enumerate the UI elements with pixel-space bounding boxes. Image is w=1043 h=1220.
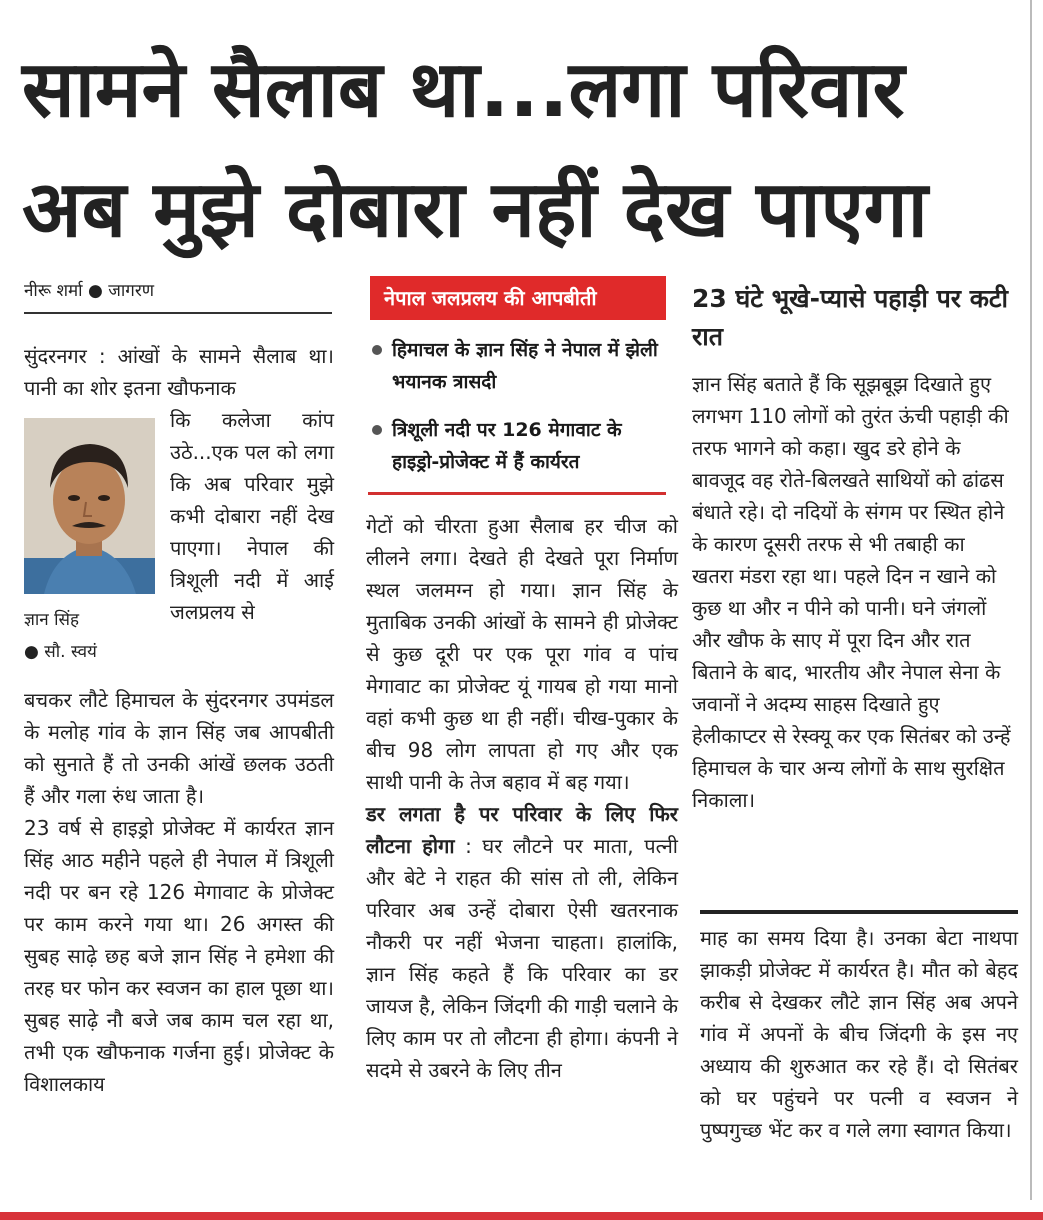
bullet-item: त्रिशूली नदी पर 126 मेगावाट के हाइड्रो-प्रोजेक्ट में हैं कार्यरत (368, 414, 668, 478)
byline-publication: जागरण (108, 281, 155, 301)
column1-intro (24, 340, 334, 404)
highlight-bullets (368, 334, 668, 494)
headline-line-1: सामने सैलाब था...लगा परिवार (22, 45, 905, 135)
photo-caption (24, 604, 144, 668)
column2-para1: गेटों को चीरता हुआ सैलाब हर चीज को लीलने लगा। देखते ही देखते पूरा निर्माण स्थल जलमग्न हो गया। ज्ञान सिंह के मुताबिक उनकी आंखों के सामने ही प्रोजेक्ट से कुछ दूरी पर एक पूरा गांव व पांच मेगावाट का प्रोजेक्ट यूं गायब हो गया मानो वहां कभी कुछ था ही नहीं। चीख-पुकार के बीच 98 लोग लापता हो गए और एक साथी पानी के तेज बहाव में बह गया। (366, 514, 678, 794)
bottom-accent-bar (0, 1212, 1043, 1220)
column2-para2-wrap (366, 798, 678, 1086)
portrait-illustration (24, 418, 155, 594)
byline-author: नीरू शर्मा (24, 281, 83, 301)
column1-body (24, 684, 334, 1100)
column3-divider (700, 910, 1018, 914)
column1-wrap-text: कि कलेजा कांप उठे...एक पल को लगा कि अब परिवार मुझे कभी दोबारा नहीं देख पाएगा। नेपाल की त्रिशूली नदी में आई जलप्रलय से (170, 408, 334, 624)
column1-wrap (170, 404, 334, 628)
portrait-photo (24, 418, 155, 594)
bullets-divider (368, 492, 666, 495)
column3-para2: माह का समय दिया है। उनका बेटा नाथपा झाकड़ी प्रोजेक्ट में कार्यरत है। मौत को बेहद करीब से देखकर लौटे ज्ञान सिंह अब अपने गांव में अपनों के बीच जिंदगी के इस नए अध्याय की शुरुआत कर रहे हैं। दो सितंबर को घर पहुंचने पर पत्नी व स्वजन ने पुष्पगुच्छ भेंट कर व गले लगा स्वागत किया। (700, 926, 1018, 1142)
page-edge (1030, 0, 1032, 1200)
kicker-label: नेपाल जलप्रलय की आपबीती (370, 276, 666, 320)
headline-line-2: अब मुझे दोबारा नहीं देख पाएगा (22, 165, 928, 255)
column3-continued (700, 922, 1018, 1146)
column1-continued: बचकर लौटे हिमाचल के सुंदरनगर उपमंडल के मलोह गांव के ज्ञान सिंह जब आपबीती को सुनाते हैं तो उनकी आंखें छलक उठती हैं और गला रुंध जाता है। (24, 688, 334, 808)
column2-para2: : घर लौटने पर माता, पत्नी और बेटे ने राहत की सांस तो ली, लेकिन परिवार अब उन्हें दोबारा ऐसी खतरनाक नौकरी पर नहीं भेजना चाहता। हालांकि, ज्ञान सिंह कहते हैं कि परिवार का डर जायज है, लेकिन जिंदगी की गाड़ी चलाने के लिए काम पर तो लौटना ही होगा। कंपनी ने सदमे से उबरने के लिए तीन (366, 834, 678, 1082)
column2-body (366, 510, 678, 1086)
photo-credit-text: सौ. स्वयं (44, 642, 97, 662)
byline (24, 278, 154, 301)
photo-credit: ● सौ. स्वयं (24, 642, 97, 662)
column3-body (692, 368, 1012, 816)
byline-dot: ● (88, 281, 109, 301)
headline (22, 30, 1022, 270)
column3-heading: 23 घंटे भूखे-प्यासे पहाड़ी पर कटी रात (692, 284, 1008, 351)
column1-para2: 23 वर्ष से हाइड्रो प्रोजेक्ट में कार्यरत ज्ञान सिंह आठ महीने पहले ही नेपाल में त्रिशूली नदी पर बन रहे 126 मेगावाट के प्रोजेक्ट पर काम करने गया था। 26 अगस्त की सुबह साढ़े छह बजे ज्ञान सिंह ने हमेशा की तरह घर फोन कर स्वजन का हाल पूछा था। सुबह साढ़े नौ बजे जब काम चल रहा था, तभी एक खौफनाक गर्जना हुई। प्रोजेक्ट के विशालकाय (24, 816, 334, 1096)
column1-intro-text: सुंदरनगर : आंखों के सामने सैलाब था। पानी का शोर इतना खौफनाक (24, 344, 334, 400)
bullet-item: हिमाचल के ज्ञान सिंह ने नेपाल में झेली भयानक त्रासदी (368, 334, 668, 398)
column2-subhead: डर लगता है पर परिवार के लिए फिर लौटना होगा (366, 802, 678, 858)
photo-subject-name: ज्ञान सिंह (24, 610, 80, 630)
byline-divider (24, 312, 332, 314)
column3-para1: ज्ञान सिंह बताते हैं कि सूझबूझ दिखाते हुए लगभग 110 लोगों को तुरंत ऊंची पहाड़ी की तरफ भागने को कहा। खुद डरे होने के बावजूद वह रोते-बिलखते साथियों को ढांढस बंधाते रहे। दो नदियों के संगम पर स्थित होने के कारण दूसरी तरफ से भी तबाही का खतरा मंडरा रहा था। पहले दिन न खाने को कुछ था और न पीने को पानी। घने जंगलों और खौफ के साए में पूरा दिन और रात बिताने के बाद, भारतीय और नेपाल सेना के जवानों ने अदम्य साहस दिखाते हुए हेलीकाप्टर से रेस्क्यू कर एक सितंबर को उन्हें हिमाचल के चार अन्य लोगों के साथ सुरक्षित निकाला। (692, 372, 1011, 812)
